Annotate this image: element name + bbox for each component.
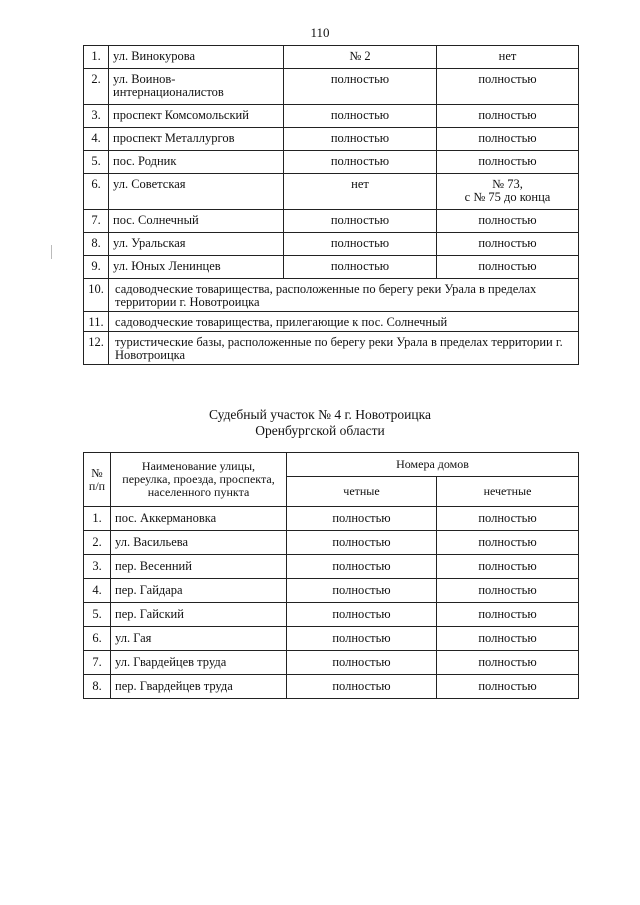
even-houses: полностью [287, 627, 437, 651]
row-number: 5. [84, 603, 111, 627]
table-row [84, 174, 579, 210]
row-number: 7. [84, 651, 111, 675]
row-number: 5. [84, 151, 109, 174]
odd-houses: полностью [437, 555, 579, 579]
odd-houses: полностью [437, 627, 579, 651]
street-name: пер. Гайский [111, 603, 287, 627]
even-houses: полностью [284, 69, 437, 105]
table-row [84, 233, 579, 256]
even-houses: полностью [287, 579, 437, 603]
table-row [84, 531, 579, 555]
street-name: пер. Весенний [111, 555, 287, 579]
row-number: 3. [84, 105, 109, 128]
section-title-line1: Судебный участок № 4 г. Новотроицка [209, 407, 431, 422]
row-number: 6. [84, 627, 111, 651]
row-number: 11. [84, 312, 109, 332]
odd-houses: полностью [437, 128, 579, 151]
header-even: четные [287, 477, 437, 507]
table-row-span [84, 332, 579, 365]
row-number: 2. [84, 69, 109, 105]
odd-houses: полностью [437, 531, 579, 555]
odd-houses: полностью [437, 507, 579, 531]
street-name: пер. Гвардейцев труда [111, 675, 287, 699]
scan-mark [51, 245, 52, 259]
table-row [84, 151, 579, 174]
street-name: ул. Уральская [109, 233, 284, 256]
street-name: проспект Комсомольский [109, 105, 284, 128]
odd-houses: полностью [437, 675, 579, 699]
table-row-span [84, 312, 579, 332]
row-number: 1. [84, 507, 111, 531]
row-number: 12. [84, 332, 109, 365]
page-number: 110 [310, 25, 330, 40]
odd-houses: полностью [437, 579, 579, 603]
court-district-4-streets-table [83, 452, 579, 699]
even-houses: полностью [287, 531, 437, 555]
odd-houses: нет [437, 46, 579, 69]
row-number: 2. [84, 531, 111, 555]
table-row [84, 256, 579, 279]
table-row [84, 507, 579, 531]
row-number: 4. [84, 128, 109, 151]
header-num: № п/п [84, 453, 111, 507]
even-houses: полностью [284, 210, 437, 233]
span-description: туристические базы, расположенные по берегу реки Урала в пределах территории г. Новотроицка [109, 332, 579, 365]
row-number: 7. [84, 210, 109, 233]
row-number: 6. [84, 174, 109, 210]
even-houses: нет [284, 174, 437, 210]
table-row [84, 651, 579, 675]
even-houses: № 2 [284, 46, 437, 69]
table-row [84, 46, 579, 69]
odd-houses: полностью [437, 256, 579, 279]
table-row [84, 210, 579, 233]
street-name: пос. Солнечный [109, 210, 284, 233]
span-description: садоводческие товарищества, расположенные по берегу реки Урала в пределах территории г. Новотроицка [109, 279, 579, 312]
header-house-numbers: Номера домов [287, 453, 579, 477]
span-description: садоводческие товарищества, прилегающие к пос. Солнечный [109, 312, 579, 332]
table-row [84, 675, 579, 699]
odd-houses: полностью [437, 210, 579, 233]
row-number: 4. [84, 579, 111, 603]
street-name: ул. Советская [109, 174, 284, 210]
street-name: пос. Аккермановка [111, 507, 287, 531]
street-name: ул. Юных Ленинцев [109, 256, 284, 279]
table-row [84, 627, 579, 651]
table-row [84, 69, 579, 105]
even-houses: полностью [284, 151, 437, 174]
header-odd: нечетные [437, 477, 579, 507]
street-name: ул. Винокурова [109, 46, 284, 69]
section-heading [0, 407, 640, 439]
street-name: ул. Васильева [111, 531, 287, 555]
odd-houses: полностью [437, 603, 579, 627]
odd-houses: полностью [437, 233, 579, 256]
even-houses: полностью [287, 675, 437, 699]
odd-houses: полностью [437, 651, 579, 675]
table-row [84, 128, 579, 151]
street-name: ул. Гая [111, 627, 287, 651]
row-number: 1. [84, 46, 109, 69]
even-houses: полностью [284, 128, 437, 151]
odd-houses: № 73, с № 75 до конца [437, 174, 579, 210]
table-row [84, 555, 579, 579]
table-row [84, 579, 579, 603]
even-houses: полностью [287, 507, 437, 531]
section-title-line2: Оренбургской области [255, 423, 385, 438]
row-number: 10. [84, 279, 109, 312]
table-row [84, 105, 579, 128]
odd-houses: полностью [437, 105, 579, 128]
street-name: проспект Металлургов [109, 128, 284, 151]
table-row-span [84, 279, 579, 312]
streets-table-continued [83, 45, 579, 365]
street-name: ул. Воинов-интернационалистов [109, 69, 284, 105]
odd-houses: полностью [437, 151, 579, 174]
row-number: 8. [84, 675, 111, 699]
even-houses: полностью [287, 651, 437, 675]
even-houses: полностью [287, 603, 437, 627]
odd-houses: полностью [437, 69, 579, 105]
header-street-name: Наименование улицы, переулка, проезда, проспекта, населенного пункта [111, 453, 287, 507]
street-name: ул. Гвардейцев труда [111, 651, 287, 675]
even-houses: полностью [284, 105, 437, 128]
row-number: 3. [84, 555, 111, 579]
table-row [84, 603, 579, 627]
street-name: пос. Родник [109, 151, 284, 174]
even-houses: полностью [284, 233, 437, 256]
even-houses: полностью [284, 256, 437, 279]
row-number: 8. [84, 233, 109, 256]
street-name: пер. Гайдара [111, 579, 287, 603]
even-houses: полностью [287, 555, 437, 579]
row-number: 9. [84, 256, 109, 279]
